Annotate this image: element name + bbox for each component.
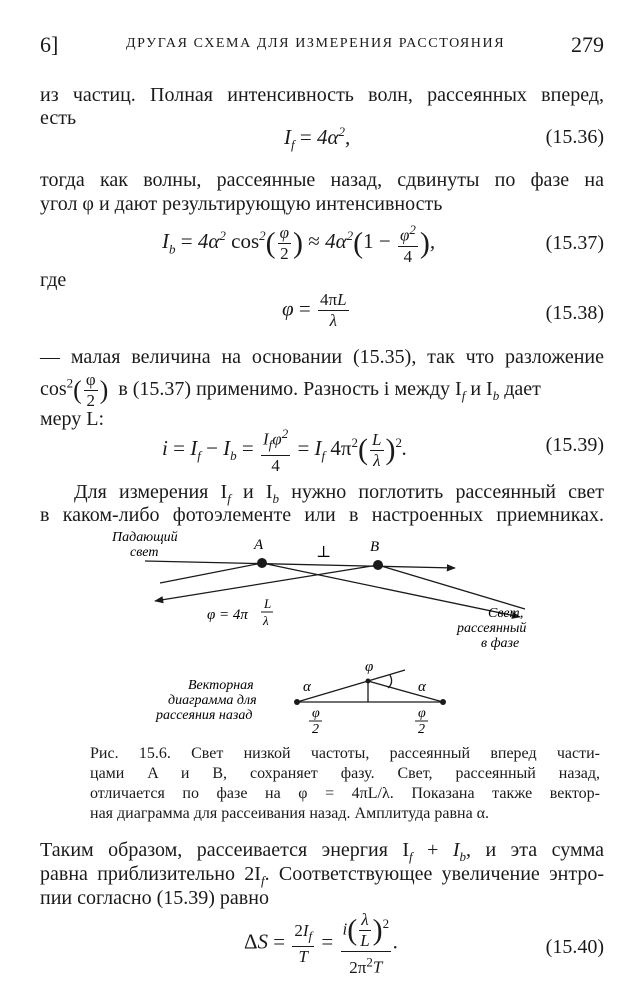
particle-a [257,558,267,568]
label-vector-2: диаграмма для [168,693,257,708]
text-line: пии согласно (15.39) равно [40,887,269,909]
running-title: ДРУГАЯ СХЕМА ДЛЯ ИЗМЕРЕНИЯ РАССТОЯНИЯ [126,36,506,51]
page-header [0,32,634,58]
angle-arc [388,675,392,688]
label-forward-3: в фазе [481,636,520,651]
text-line: из частиц. Полная интенсивность волн, рассеянных вперед, [40,84,604,106]
text-line: тогда как волны, рассеянные назад, сдвинуты по фазе на [40,169,604,191]
label-incident: Падающий [112,530,178,545]
text-fragment: в (15.37) применимо. Разность i между I [118,378,462,401]
text-fragment: Для измерения I [74,481,228,503]
label-phi-half-left-den: 2 [312,722,319,737]
text-fragment: равна приблизительно 2I [40,863,261,885]
text-line: — малая величина на основании (15.35), так что разложение [40,346,604,368]
text-line-with-math: $\cos^2$( $\frac{\varphi}{2}$ ) в (15.37) применимо. Разность i между $I_f$ и $I_b$ дает [40,370,541,410]
equation-number: (15.37) [545,232,604,254]
section-number: 6] [40,32,59,57]
text-line: есть [40,107,77,129]
backward-ray-a [160,563,262,583]
particle-b [373,560,383,570]
label-phase: φ = 4π [207,607,248,623]
forward-ray-a [262,563,520,617]
equation-number: (15.40) [545,936,604,958]
figure-caption [90,744,600,824]
label-vector-3: рассеяния назад [156,708,253,723]
label-phi-half-right-den: 2 [418,722,425,737]
incident-ray [145,561,455,568]
vector-right [368,681,443,702]
label-phi-half-left-num: φ [312,706,320,721]
label-alpha-right: α [418,679,426,695]
text-fragment: . Соответствующее увеличение энтро- [264,863,605,885]
caption-line: цами A и B, сохраняет фазу. Свет, рассеянный назад, [90,765,600,782]
text-fragment: нужно поглотить рассеянный свет [291,481,604,503]
equation-number: (15.38) [545,302,604,324]
label-perp: ⊥ [316,544,332,561]
label-incident-2: свет [130,545,159,560]
label-b: B [370,539,380,555]
vector-extension [368,670,405,681]
text-line-with-math: Для измерения $I_f$ и $I_b$ нужно поглотить рассеянный свет [74,481,604,506]
text-line: где [40,269,67,291]
text-line-with-math: Таким образом, рассеивается энергия $I_f + I_b$, и эта сумма [40,839,604,864]
text-fragment: Таким образом, рассеивается энергия I [40,839,410,861]
text-line-with-math: равна приблизительно $2I_f$. Соответствующее увеличение энтро- [40,863,605,888]
label-vector: Векторная [188,678,254,693]
equation-15-37: $I_b = 4\alpha^2$ $\cos^2$( $\frac{\varphi}{2}$ ) ≈ $4\alpha^2(1$ − $\frac{\varphi^2}{4}$ ), [162,222,436,266]
page-number: 279 [571,32,604,57]
label-phase-lambda: λ [263,613,269,628]
label-a: A [254,537,264,553]
equation-number: (15.39) [545,434,604,456]
equation-15-39: $i = I_f - I_b$ = $\frac{I_f\varphi^2}{4}$ = $I_f$ $4\pi^2$( $\frac{L}{\lambda}$ )$^2$. [162,426,408,476]
text-fragment: дает [504,378,541,401]
text-fragment: и I [243,481,273,503]
label-forward: Свет, [488,606,524,621]
label-alpha-left: α [303,679,311,695]
caption-line: ная диаграмма для рассеивания назад. Амплитуда равна α. [90,805,490,822]
label-phi: φ [365,659,374,675]
text-fragment: , и эта сумма [466,839,604,861]
text-line: угол φ и дают результирующую интенсивность [40,193,443,215]
text-line: в каком-либо фотоэлементе или в настроенных приемниках. [40,504,604,526]
caption-line: Рис. 15.6. Свет низкой частоты, рассеянный вперед части- [90,745,600,762]
equation-15-38: φ = $\frac{4\pi L}{\lambda}$ [282,290,347,330]
text-line: меру L: [40,408,105,430]
text-fragment: и I [470,378,493,401]
equation-number: (15.36) [545,126,604,148]
figure-15-6 [0,525,634,750]
label-forward-2: рассеянный [457,621,527,636]
equation-15-40: ΔS = $\frac{2I_f}{T}$ = i( $\frac{\lambda}{L}$ )$^2$ $2\pi^2T$ . [244,910,399,977]
caption-line: отличается по фазе на φ = 4πL/λ. Показана также вектор- [90,785,600,802]
label-phase-l: L [264,596,272,611]
label-phi-half-right-num: φ [418,706,426,721]
equation-15-36: $I_f = 4\alpha^2$, [284,124,351,153]
